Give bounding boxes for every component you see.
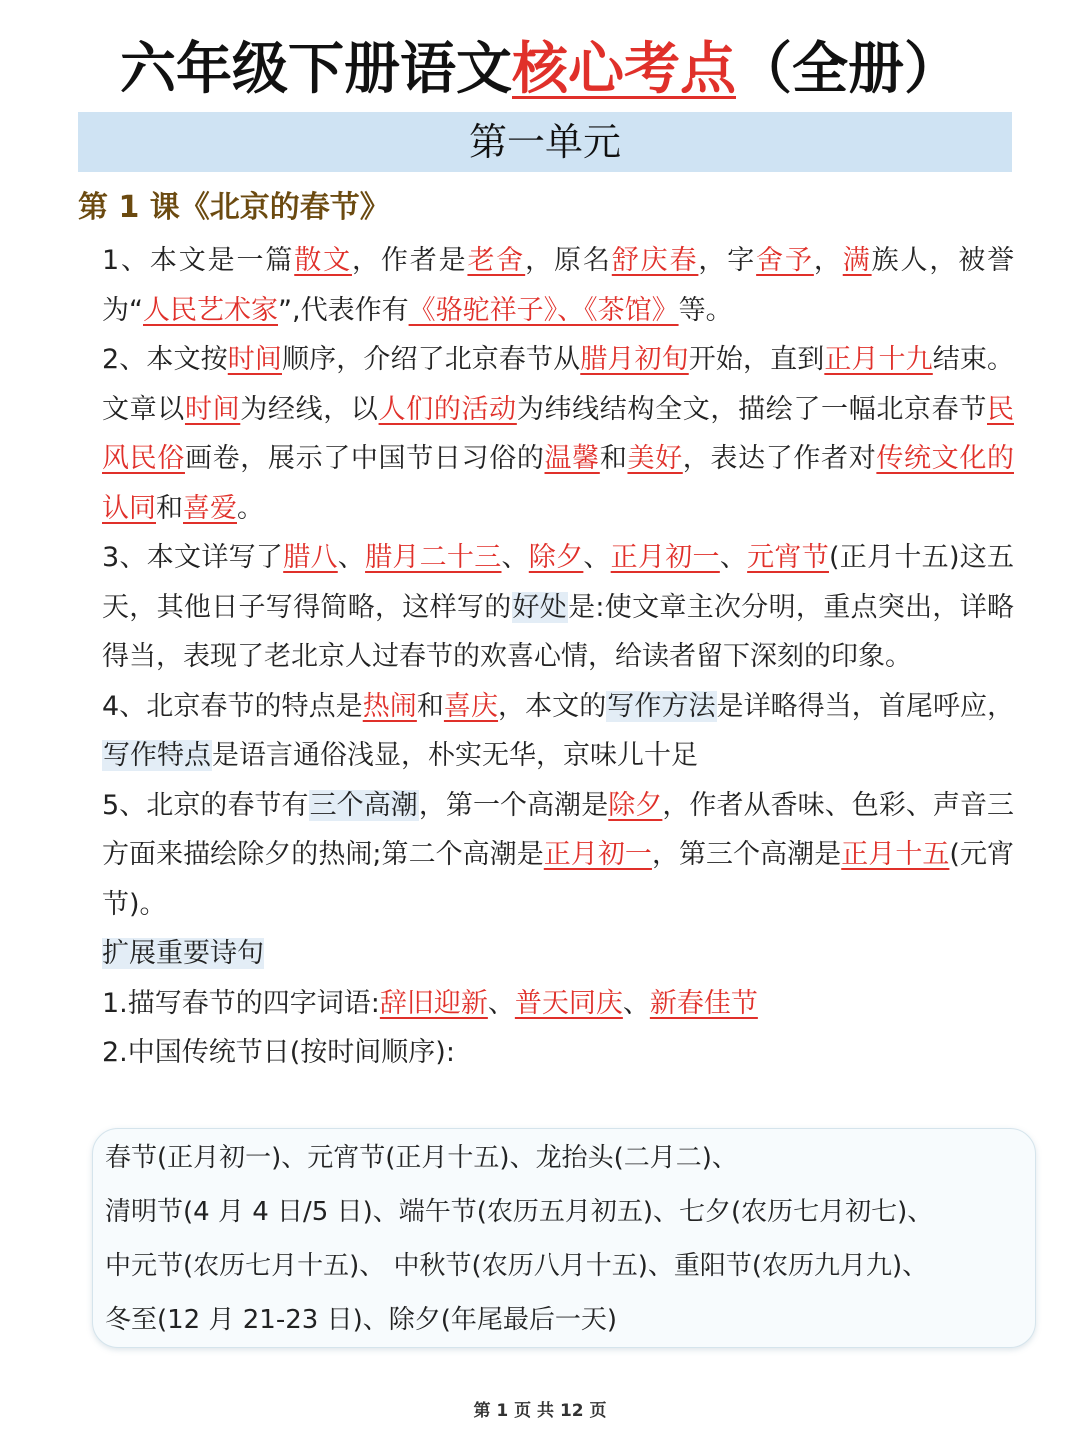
lesson-heading: 第 1 课《北京的春节》 — [78, 190, 390, 225]
idioms-line: 1.描写春节的四字词语:辞旧迎新、普天同庆、新春佳节 — [102, 987, 758, 1019]
festival-line: 冬至(12 月 21-23 日)、除夕(年尾最后一天) — [105, 1305, 618, 1335]
festival-list-box — [92, 1128, 1036, 1348]
festival-line: 春节(正月初一)、元宵节(正月十五)、龙抬头(二月二)、 — [105, 1143, 738, 1173]
festival-line: 清明节(4 月 4 日/5 日)、端午节(农历五月初五)、七夕(农历七月初七)、 — [105, 1197, 934, 1227]
paragraph-2: 2、本文按时间顺序，介绍了北京春节从腊月初旬开始，直到正月十九结束。文章以时间为经线，以人们的活动为纬线结构全文，描绘了一幅北京春节民风民俗画卷，展示了中国节日习俗的温馨和美好，表达了作者对传统文化的认同和喜爱。 — [102, 344, 1015, 524]
festival-line: 中元节(农历七月十五)、 中秋节(农历八月十五)、重阳节(农历九月九)、 — [105, 1251, 929, 1281]
title-highlight: 核心考点 — [512, 37, 736, 102]
title-text: 六年级下册语文 — [120, 37, 512, 102]
paragraph-4: 4、北京春节的特点是热闹和喜庆，本文的写作方法是详略得当，首尾呼应，写作特点是语言通俗浅显，朴实无华，京味儿十足 — [102, 690, 1015, 771]
paragraph-5: 5、北京的春节有三个高潮，第一个高潮是除夕，作者从香味、色彩、声音三方面来描绘除夕的热闹;第二个高潮是正月初一，第三个高潮是正月十五(元宵节)。 — [102, 789, 1015, 920]
unit-heading: 第一单元 — [78, 112, 1012, 172]
lesson-body — [102, 236, 1014, 1078]
extension-subheading: 扩展重要诗句 — [102, 938, 264, 969]
page-footer: 第 1 页 共 12 页 — [473, 1401, 607, 1421]
title-suffix: （全册） — [736, 37, 960, 102]
festivals-heading: 2.中国传统节日(按时间顺序): — [102, 1037, 455, 1068]
paragraph-1: 1、本文是一篇散文，作者是老舍，原名舒庆春，字舍予，满族人，被誉为“人民艺术家”,代表作有《骆驼祥子》、《茶馆》等。 — [102, 245, 1015, 326]
page-title — [0, 30, 1080, 110]
paragraph-3: 3、本文详写了腊八、腊月二十三、除夕、正月初一、元宵节(正月十五)这五天，其他日子写得简略，这样写的好处是:使文章主次分明，重点突出，详略得当，表现了老北京人过春节的欢喜心情，给读者留下深刻的印象。 — [102, 542, 1015, 672]
